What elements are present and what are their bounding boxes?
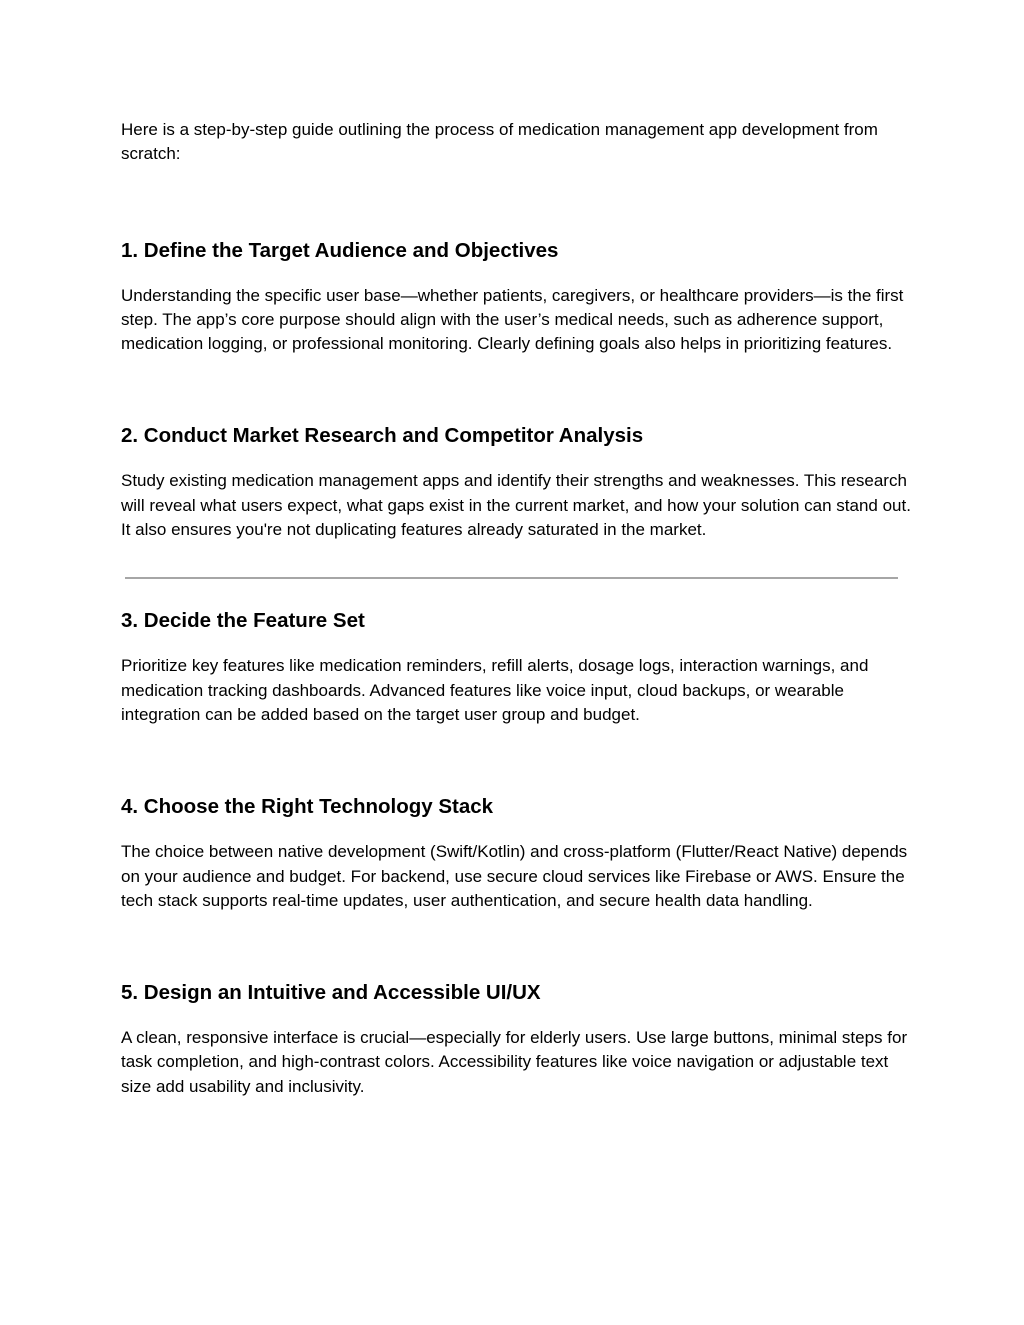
document-page: [121, 118, 911, 1165]
section-market-research: [121, 422, 911, 542]
section-body: Study existing medication management apps and identify their strengths and weaknesses. This research will reveal what users expect, what gaps exist in the current market, and how your solution can stand out. It also ensures you're not duplicating features already saturated in the market.: [121, 471, 911, 540]
section-ui-ux: [121, 979, 911, 1099]
section-heading: 3. Decide the Feature Set: [121, 609, 365, 633]
section-heading: 1. Define the Target Audience and Objectives: [121, 238, 559, 262]
section-heading: 5. Design an Intuitive and Accessible UI/UX: [121, 981, 541, 1005]
section-technology-stack: [121, 793, 911, 913]
section-heading: 2. Conduct Market Research and Competitor Analysis: [121, 424, 644, 448]
section-feature-set: [121, 607, 911, 727]
section-define-audience: [121, 237, 911, 357]
section-heading: 4. Choose the Right Technology Stack: [121, 795, 494, 819]
intro-paragraph: Here is a step-by-step guide outlining the process of medication management app development from scratch:: [121, 120, 878, 164]
section-body: Prioritize key features like medication reminders, refill alerts, dosage logs, interaction warnings, and medication tracking dashboards. Advanced features like voice input, cloud backups, or wearable integration can be added based on the target user group and budget.: [121, 656, 869, 724]
horizontal-divider: [125, 577, 898, 579]
section-body: A clean, responsive interface is crucial—especially for elderly users. Use large buttons, minimal steps for task completion, and high-contrast colors. Accessibility features like voice navigation or adjustable text size add usability and inclusivity.: [121, 1028, 908, 1096]
section-body: Understanding the specific user base—whether patients, caregivers, or healthcare providers—is the first step. The app’s core purpose should align with the user’s medical needs, such as adherence support, medication logging, or professional monitoring. Clearly defining goals also helps in prioritizing features.: [121, 285, 904, 354]
section-body: The choice between native development (Swift/Kotlin) and cross-platform (Flutter/React Native) depends on your audience and budget. For backend, use secure cloud services like Firebase or AWS. Ensure the tech stack supports real-time updates, user authentication, and secure health data handling.: [121, 842, 908, 910]
